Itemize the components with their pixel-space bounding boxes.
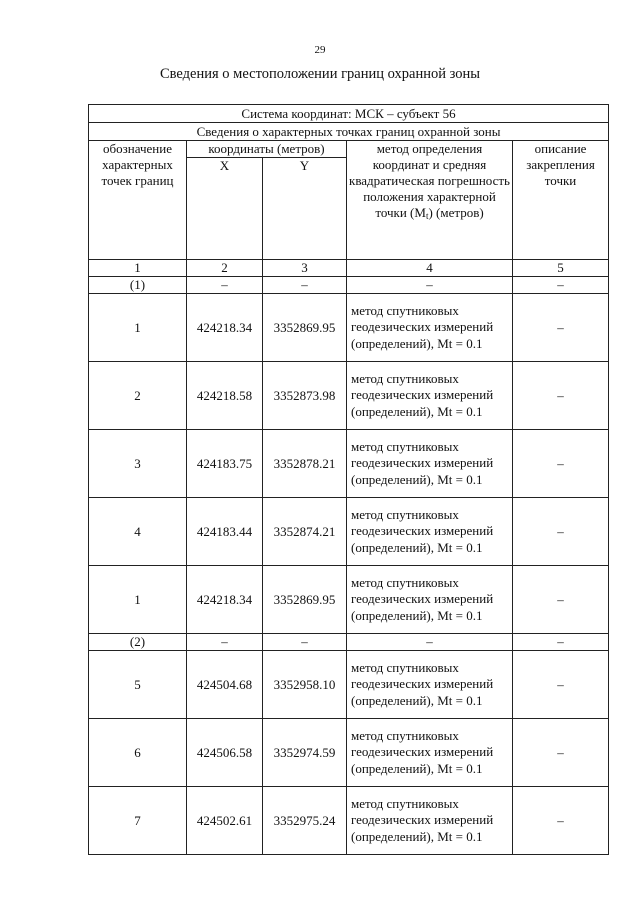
fixing-description-cell: – (513, 651, 609, 719)
fixing-description-cell: – (513, 634, 609, 651)
x-coordinate-cell: – (187, 634, 263, 651)
column-number: 2 (187, 260, 263, 277)
point-designation-cell: 1 (89, 566, 187, 634)
fixing-description-cell: – (513, 498, 609, 566)
point-row (89, 430, 609, 498)
x-coordinate-cell: 424218.34 (187, 294, 263, 362)
point-designation-cell: (1) (89, 277, 187, 294)
point-row (89, 651, 609, 719)
x-coordinate-cell: 424504.68 (187, 651, 263, 719)
column-number: 3 (263, 260, 347, 277)
column-number-row (89, 260, 609, 277)
point-designation-cell: 1 (89, 294, 187, 362)
fixing-description-cell: – (513, 566, 609, 634)
method-cell: метод спутниковых геодезических измерений (определений), Mt = 0.1 (347, 498, 513, 566)
y-coordinate-cell: 3352974.59 (263, 719, 347, 787)
section-title-row: Сведения о характерных точках границ охранной зоны (89, 123, 609, 141)
y-coordinate-cell: – (263, 634, 347, 651)
method-cell: метод спутниковых геодезических измерений (определений), Mt = 0.1 (347, 787, 513, 855)
column-number: 4 (347, 260, 513, 277)
header-coordinates: координаты (метров) (187, 141, 347, 158)
point-row (89, 362, 609, 430)
y-coordinate-cell: 3352958.10 (263, 651, 347, 719)
fixing-description-cell: – (513, 362, 609, 430)
fixing-description-cell: – (513, 719, 609, 787)
point-row (89, 498, 609, 566)
method-cell: метод спутниковых геодезических измерений (определений), Mt = 0.1 (347, 719, 513, 787)
y-coordinate-cell: 3352873.98 (263, 362, 347, 430)
x-coordinate-cell: 424218.58 (187, 362, 263, 430)
x-coordinate-cell: 424183.75 (187, 430, 263, 498)
method-cell: – (347, 634, 513, 651)
column-number: 1 (89, 260, 187, 277)
point-row (89, 294, 609, 362)
point-row (89, 566, 609, 634)
x-coordinate-cell: – (187, 277, 263, 294)
header-method-subscript: t (425, 211, 429, 221)
column-number: 5 (513, 260, 609, 277)
header-fixing-description: описание закрепления точки (513, 141, 609, 260)
fixing-description-cell: – (513, 294, 609, 362)
point-designation-cell: 4 (89, 498, 187, 566)
method-cell: – (347, 277, 513, 294)
page-number: 29 (314, 44, 326, 56)
header-y: Y (263, 158, 347, 260)
y-coordinate-cell: 3352869.95 (263, 566, 347, 634)
contour-row (89, 277, 609, 294)
header-x: X (187, 158, 263, 260)
x-coordinate-cell: 424218.34 (187, 566, 263, 634)
method-cell: метод спутниковых геодезических измерений (определений), Mt = 0.1 (347, 294, 513, 362)
header-method-text: метод определения координат и средняя квадратическая погрешность положения характерной точки (M (349, 141, 510, 220)
document-title: Сведения о местоположении границ охранной зоны (159, 66, 480, 82)
point-designation-cell: 6 (89, 719, 187, 787)
x-coordinate-cell: 424506.58 (187, 719, 263, 787)
fixing-description-cell: – (513, 277, 609, 294)
point-row (89, 787, 609, 855)
coordinate-system-row: Система координат: МСК – субъект 56 (89, 105, 609, 123)
point-designation-cell: 3 (89, 430, 187, 498)
method-cell: метод спутниковых геодезических измерений (определений), Mt = 0.1 (347, 566, 513, 634)
header-method (347, 141, 513, 260)
x-coordinate-cell: 424183.44 (187, 498, 263, 566)
header-method-tail: ) (метров) (428, 205, 484, 220)
fixing-description-cell: – (513, 787, 609, 855)
method-cell: метод спутниковых геодезических измерений (определений), Mt = 0.1 (347, 430, 513, 498)
y-coordinate-cell: 3352874.21 (263, 498, 347, 566)
method-cell: метод спутниковых геодезических измерений (определений), Mt = 0.1 (347, 651, 513, 719)
point-row (89, 719, 609, 787)
y-coordinate-cell: 3352869.95 (263, 294, 347, 362)
x-coordinate-cell: 424502.61 (187, 787, 263, 855)
point-designation-cell: 2 (89, 362, 187, 430)
method-cell: метод спутниковых геодезических измерений (определений), Mt = 0.1 (347, 362, 513, 430)
boundary-points-table (88, 104, 609, 855)
y-coordinate-cell: 3352878.21 (263, 430, 347, 498)
y-coordinate-cell: – (263, 277, 347, 294)
contour-row (89, 634, 609, 651)
header-point-designation: обозначение характерных точек границ (89, 141, 187, 260)
fixing-description-cell: – (513, 430, 609, 498)
point-designation-cell: 7 (89, 787, 187, 855)
point-designation-cell: (2) (89, 634, 187, 651)
y-coordinate-cell: 3352975.24 (263, 787, 347, 855)
point-designation-cell: 5 (89, 651, 187, 719)
